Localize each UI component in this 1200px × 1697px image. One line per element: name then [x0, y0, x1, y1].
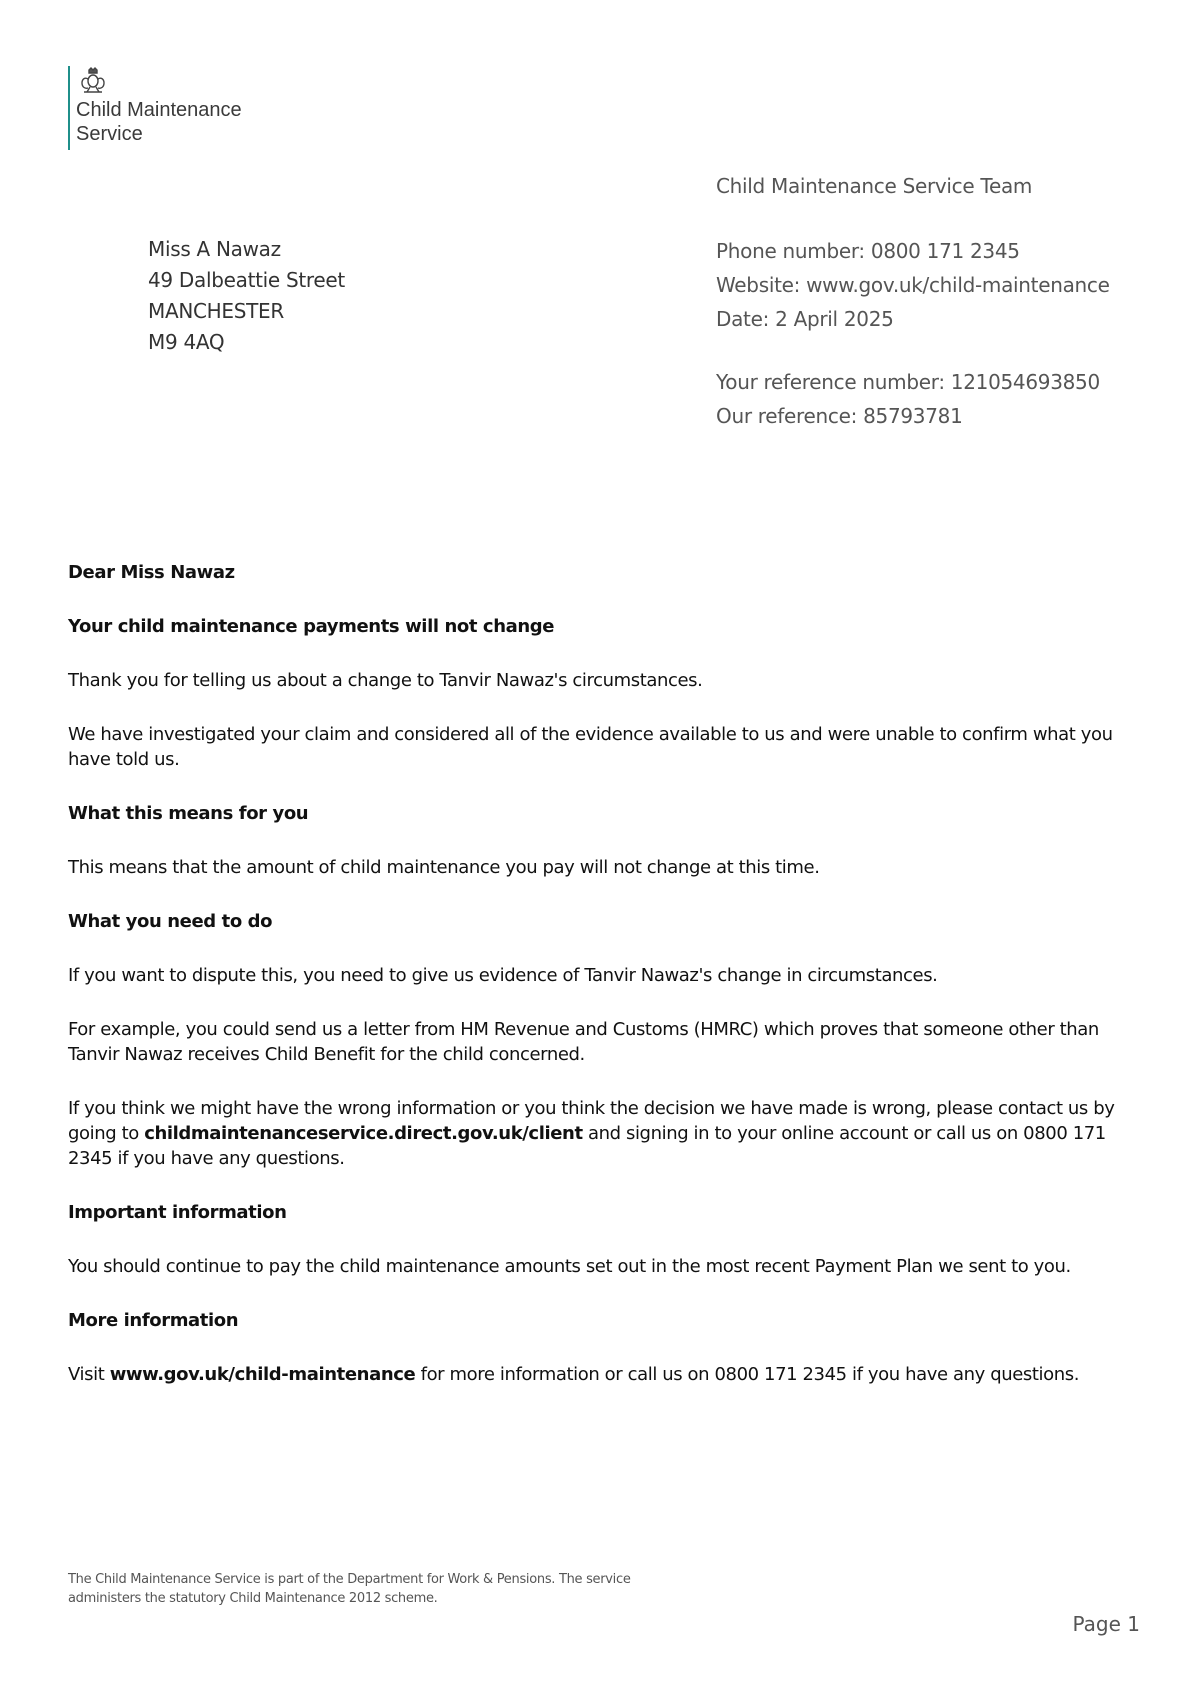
- section-heading-important-information: Important information: [68, 1202, 287, 1223]
- recipient-postcode: M9 4AQ: [148, 330, 225, 354]
- section-text-example: For example, you could send us a letter from HM Revenue and Customs (HMRC) which proves that someone other than Tanvir Nawaz receives Child Benefit for the child concerned.: [68, 1019, 1099, 1065]
- our-reference: Our reference: 85793781: [716, 404, 963, 428]
- organisation-logo: [68, 66, 242, 150]
- section-text-important-information: You should continue to pay the child maintenance amounts set out in the most recent Payment Plan we sent to you.: [68, 1256, 1071, 1277]
- recipient-name: Miss A Nawaz: [148, 237, 281, 261]
- letter-heading: Your child maintenance payments will not change: [68, 616, 555, 637]
- paragraph-investigation: We have investigated your claim and considered all of the evidence available to us and were unable to confirm what you have told us.: [68, 724, 1113, 770]
- logo-line-1: Child Maintenance: [76, 99, 242, 121]
- recipient-street: 49 Dalbeattie Street: [148, 268, 345, 292]
- page-number: Page 1: [1072, 1612, 1140, 1636]
- organisation-name: [76, 98, 242, 146]
- sender-contact-details: [716, 234, 1110, 433]
- letter-date: Date: 2 April 2025: [716, 307, 894, 331]
- section-text-what-this-means: This means that the amount of child maintenance you pay will not change at this time.: [68, 857, 820, 878]
- recipient-address: [148, 234, 345, 358]
- section-heading-more-information: More information: [68, 1310, 239, 1331]
- contact-text-start: If you think we might have the wrong information or you think the decision we have made is wrong, please contact us by going to: [68, 1098, 1115, 1144]
- section-text-more-information: [68, 1362, 1143, 1387]
- footer-line-1: The Child Maintenance Service is part of the Department for Work & Pensions. The service: [68, 1572, 631, 1587]
- logo-line-2: Service: [76, 123, 143, 145]
- section-text-contact: [68, 1096, 1143, 1171]
- salutation: Dear Miss Nawaz: [68, 562, 235, 583]
- child-maintenance-website-link[interactable]: www.gov.uk/child-maintenance: [109, 1364, 416, 1385]
- sender-team: Child Maintenance Service Team: [716, 174, 1033, 198]
- your-reference: Your reference number: 121054693850: [716, 370, 1100, 394]
- letter-body: [68, 560, 1143, 1416]
- paragraph-thanks: Thank you for telling us about a change to Tanvir Nawaz's circumstances.: [68, 670, 703, 691]
- contact-text-end: and signing in to your online account or call us on 0800 171 2345 if you have any questions.: [68, 1123, 1106, 1169]
- phone-number: Phone number: 0800 171 2345: [716, 239, 1020, 263]
- royal-coat-of-arms-icon: [78, 66, 108, 96]
- more-info-text-start: Visit: [68, 1364, 110, 1385]
- recipient-city: MANCHESTER: [148, 299, 284, 323]
- footer-line-2: administers the statutory Child Maintenance 2012 scheme.: [68, 1591, 438, 1606]
- section-heading-what-you-need-to-do: What you need to do: [68, 911, 273, 932]
- section-heading-what-this-means: What this means for you: [68, 803, 309, 824]
- client-login-link[interactable]: childmaintenanceservice.direct.gov.uk/client: [144, 1123, 583, 1144]
- website: Website: www.gov.uk/child-maintenance: [716, 273, 1110, 297]
- more-info-text-end: for more information or call us on 0800 171 2345 if you have any questions.: [415, 1364, 1080, 1385]
- footer-note: [68, 1570, 768, 1608]
- section-text-dispute: If you want to dispute this, you need to give us evidence of Tanvir Nawaz's change in circumstances.: [68, 965, 938, 986]
